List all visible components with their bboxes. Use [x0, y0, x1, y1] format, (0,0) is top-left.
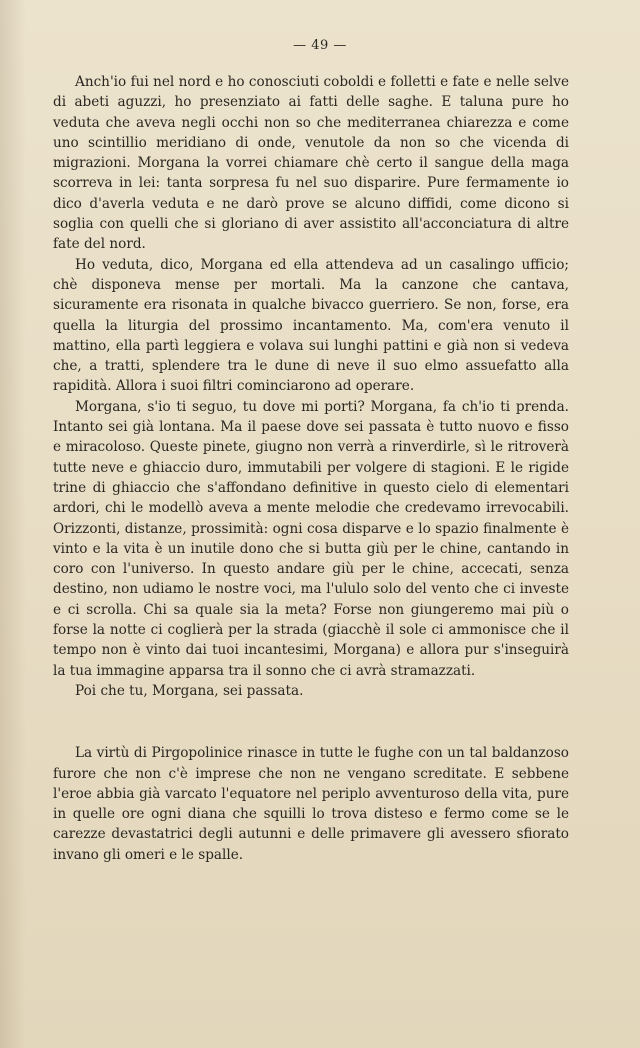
paragraph: Anch'io fui nel nord e ho conosciuti coboldi e folletti e fate e nelle selve di abeti aguzzi, ho presenziato ai fatti delle saghe. E taluna pure ho veduta che aveva negli occhi non so che mediterranea chiarezza e come uno scintillio meridiano di onde, venutole da non so che vicenda di migrazioni. Morgana la vorrei chiamare chè certo il sangue della maga scorreva in lei: tanta sorpresa fu nel suo disparire. Pure fermamente io dico d'averla veduta e ne darò prove se alcuno diffidi, come dicono si soglia con quelli che si gloriano di aver assistito all'acconciatura di altre fate del nord. [53, 74, 569, 253]
section-break [53, 701, 569, 743]
paragraph: Poi che tu, Morgana, sei passata. [75, 682, 304, 699]
paragraph: Morgana, s'io ti seguo, tu dove mi porti? Morgana, fa ch'io ti prenda. Intanto sei già lontana. Ma il paese dove sei passata è tutto nuovo e fisso e miracoloso. Queste pinete, giugno non verrà a rinverdirle, sì le ritroverà tutte neve e ghiaccio duro, immutabili per volgere di stagioni. E le rigide trine di ghiaccio che s'affondano definitive in questo cielo di elementari ardori, chi le modellò aveva a mente melodie che credevamo irrevocabili. Orizzonti, distanze, prossimità: ogni cosa disparve e lo spazio finalmente è vinto e la vita è un inutile dono che si butta giù per le chine, cantando in coro con l'universo. In questo andare giù per le chine, accecati, senza destino, non udiamo le nostre voci, ma l'ululo solo del vento che ci investe e ci scrolla. Chi sa quale sia la meta? Forse non giungeremo mai più o forse la notte ci coglierà per la strada (giacchè il sole ci ammonisce che il tempo non è vinto dai tuoi incantesimi, Morgana) e allora pur s'inseguirà la tua immagine apparsa tra il sonno che ci avrà stramazzati. [53, 398, 569, 679]
paragraph: La virtù di Pirgopolinice rinasce in tutte le fughe con un tal baldanzoso furore che non c'è imprese che non ne vengano screditate. E sebbene l'eroe abbia già varcato l'equatore nel periplo avventuroso della vita, pure in quelle ore ogni diana che squilli lo trova disteso e fermo come se le carezze devastatrici degli autunni e delle primavere gli avessero sfiorato invano gli omeri e le spalle. [53, 745, 569, 863]
paragraph: Ho veduta, dico, Morgana ed ella attendeva ad un casalingo ufficio; chè disponeva mense per mortali. Ma la canzone che cantava, sicuramente era risonata in qualche bivacco guerriero. Se non, forse, era quella la liturgia del prossimo incantamento. Ma, com'era venuto il mattino, ella partì leggiera e volava sui lunghi pattini e già non si vedeva che, a tratti, splendere tra le dune di neve il suo elmo assuefatto alla rapidità. Allora i suoi filtri cominciarono ad operare. [53, 256, 569, 395]
body-text [53, 72, 569, 865]
page-number: — 49 — [293, 38, 347, 53]
